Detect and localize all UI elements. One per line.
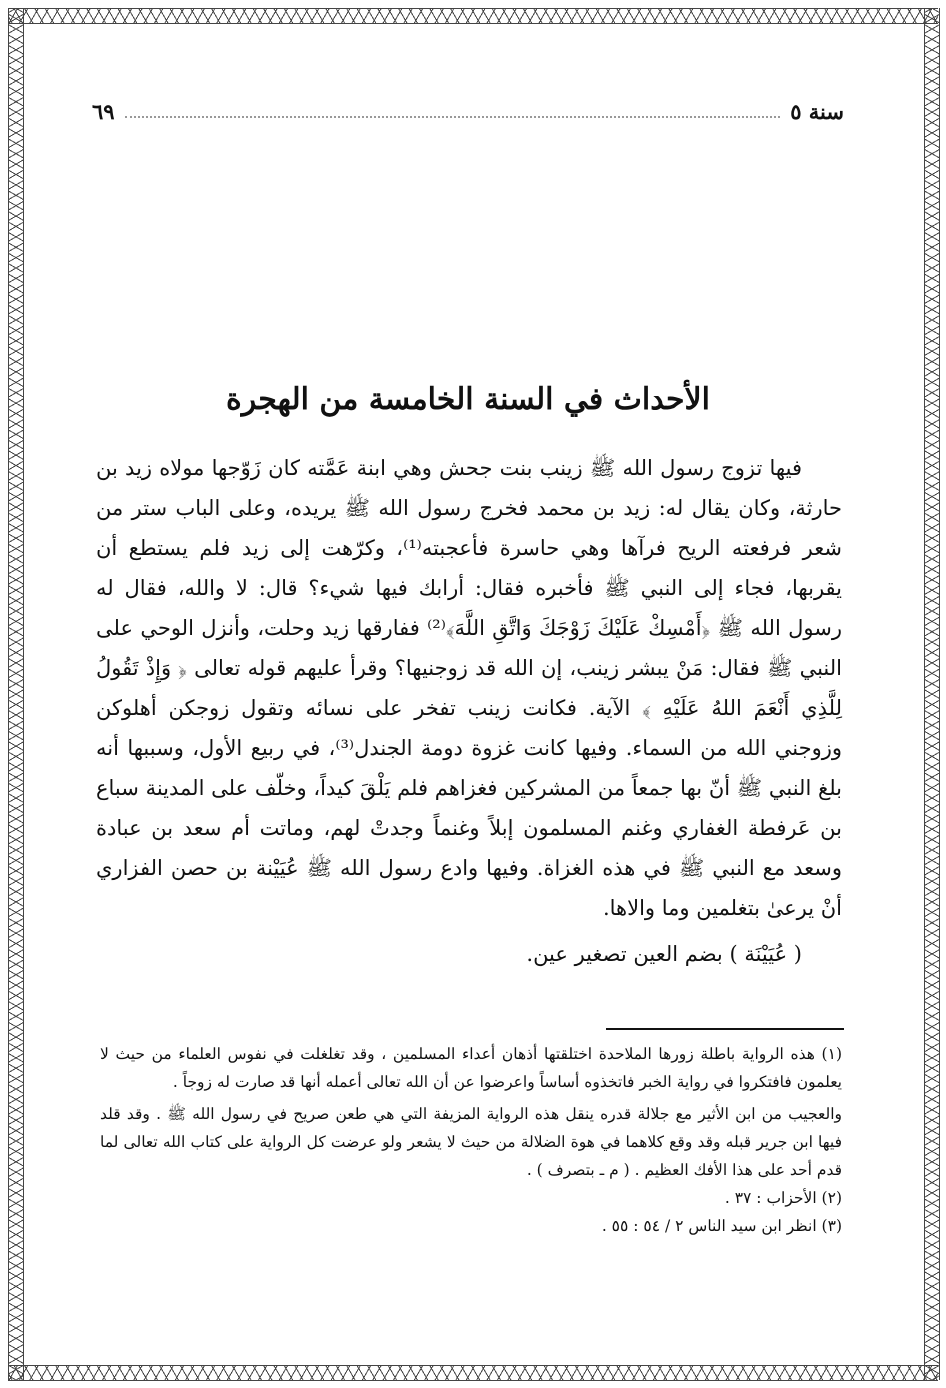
header-dotted-leader xyxy=(125,116,781,118)
body-paragraph: فيها تزوج رسول الله ﷺ زينب بنت جحش وهي ابنة عَمَّته كان زَوّجها مولاه زيد بن حارثة، وكان يقال له: زيد بن محمد فخرج رسول الله ﷺ يريده، وعلى الباب ستر من شعر فرفعته الريح فرآها وهي حاسرة فأعجبته⁽¹⁾، وكرّهت إلى زيد فلم يستطع أن يقربها، فجاء إلى النبي ﷺ فأخبره فقال: أرابك فيها شيء؟ قال: لا والله، فقال له رسول الله ﷺ ﴿أَمْسِكْ عَلَيْكَ زَوْجَكَ وَاتَّقِ اللَّهَ﴾⁽²⁾ ففارقها زيد وحلت، وأنزل الوحي على النبي ﷺ فقال: مَنْ يبشر زينب، إن الله قد زوجنيها؟ وقرأ عليهم قوله تعالى ﴿ وَإِذْ تَقُولُ لِلَّذِي أَنْعَمَ اللهُ عَلَيْهِ ﴾ الآية. فكانت زينب تفخر على نسائه وتقول زوجكن أهلوكن وزوجني الله من السماء. وفيها كانت غزوة دومة الجندل⁽³⁾، في ربيع الأول، وسببها أنه بلغ النبي ﷺ أنّ بها جمعاً من المشركين فغزاهم فلم يَلْقَ كيداً، وخلّف على المدينة سباع بن عَرفطة الغفاري وغنم المسلمون إبلاً وغنماً وجدتْ لهم، وماتت أم سعد بن عبادة وسعد مع النبي ﷺ في هذه الغزاة. وفيها وادع رسول الله ﷺ عُيَيْنة بن حصن الفزاري أنْ يرعىٰ بتغلمين وما والاها. xyxy=(96,456,842,920)
footnote-separator xyxy=(606,1028,844,1030)
ornamental-border-left xyxy=(8,8,24,1380)
page-header xyxy=(92,96,844,126)
body-note-line: ( عُيَيْنَة ) بضم العين تصغير عين. xyxy=(526,942,802,966)
footnote-1-continuation: والعجيب من ابن الأثير مع جلالة قدره ينقل هذه الرواية المزيفة التي هي طعن صريح في رسول الله ﷺ . وقد قلد فيها ابن جرير قبله وقد وقع كلاهما في هوة الضلالة من حيث لا يشعر ولو عرضت كل الرواية على كتاب الله تعالى لما قدم أحد على هذا الأفك العظيم . ( م ـ بتصرف ) . xyxy=(100,1105,842,1179)
footnotes xyxy=(100,1040,842,1240)
footnote-2: (٢) الأحزاب : ٣٧ . xyxy=(724,1189,842,1207)
main-text xyxy=(96,448,842,974)
footnote-1: (١) هذه الرواية باطلة زورها الملاحدة اختلقتها أذهان أعداء المسلمين ، وقد تغلغلت في نفوس العلماء من حيث لا يعلمون فافتكروا في رواية الخبر فاتخذوه أساساً واعرضوا عن أن الله تعالى أعمله أنها قد صارت له زوجاً . xyxy=(100,1045,842,1091)
chapter-title: الأحداث في السنة الخامسة من الهجرة xyxy=(226,382,710,417)
ornamental-border-bottom xyxy=(8,1365,938,1381)
ornamental-border-right xyxy=(924,8,940,1380)
footnote-3: (٣) انظر ابن سيد الناس ٢ / ٥٤ : ٥٥ . xyxy=(601,1217,842,1235)
page-number: ٦٩ xyxy=(92,98,115,124)
running-title: سنة ٥ xyxy=(790,98,844,124)
ornamental-border-top xyxy=(8,8,938,24)
